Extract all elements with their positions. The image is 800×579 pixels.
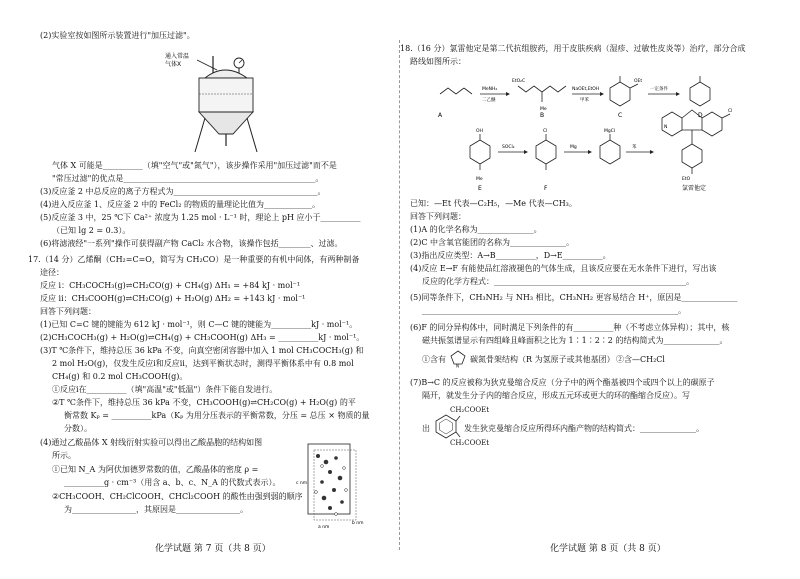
group-e-oh: OH xyxy=(476,129,483,134)
compound-a xyxy=(440,88,472,94)
q18-t6-line2: 磁共振氢谱显示有四组峰且峰面积之比为 1∶1∶2∶2 的结构简式为______________。 xyxy=(422,336,728,345)
answer-prompt-17: 回答下列问题： xyxy=(40,307,96,316)
answer-prompt-18: 回答下列问题： xyxy=(410,212,466,221)
known-info: 已知：—Et 代表—C₂H₅，—Me 代表—CH₃。 xyxy=(410,199,577,208)
q17-s3-b-line3: 分数）。 xyxy=(64,424,92,433)
q18-t5-line1: (5)同等条件下，CH₃NH₂ 与 NH₃ 相比，CH₃NH₂ 更容易结合 H⁺，原因是______________ xyxy=(410,293,738,302)
svg-text:N: N xyxy=(456,363,459,369)
q17-line2: 途径： xyxy=(40,268,64,277)
reaction-1: 反应 ⅰ：CH₃COCH₃(g)⇌CH₂CO(g) + CH₄(g) ΔH₁ = +84 kJ · mol⁻¹ xyxy=(40,281,301,290)
q18-t6-cond2: ②含—CH₂Cl xyxy=(616,355,665,364)
reagent-benzene: 苯 xyxy=(632,145,637,150)
group-product-cl: Cl xyxy=(728,109,733,114)
q18-t7-line2: 隔开，就发生分子内的缩合反应，形成五元环或更大的环的酯缩合反应）。写 xyxy=(422,391,690,400)
left-footer: 化学试题 第 7 页（共 8 页） xyxy=(155,544,271,554)
group-f-cl: Cl xyxy=(543,129,548,134)
q18-line1: 18.（16 分）氯雷他定是第二代抗组胺药，用于皮肤疾病（湿疹、过敏性皮炎等）治疗，部分合成 xyxy=(400,44,746,53)
group-eto2c: EtO₂C xyxy=(512,79,526,84)
q18-t4-line2: 反应的化学方程式：________________________________________________。 xyxy=(422,277,694,286)
compound-b xyxy=(518,86,566,102)
reagent-toluene: 甲苯 xyxy=(580,98,589,103)
pressure-filter-apparatus xyxy=(165,48,275,156)
compound-f xyxy=(536,134,556,170)
group-e-me: Me xyxy=(476,177,483,182)
q5-line2: （已知 lg 2 = 0.3）。 xyxy=(52,226,131,235)
reagent-ether: 二乙醚 xyxy=(482,98,496,103)
q6: (6)将滤液经"一系列"操作可获得副产物 CaCl₂ 水合物，该操作包括________、过滤。 xyxy=(40,239,343,248)
q17-s3-a: ①反应ⅰ在__________（填"高温"或"低温"）条件下能自发进行。 xyxy=(52,385,278,394)
q17-s3-b-line2: 衡常数 Kₚ = __________kPa（Kₚ 为用分压表示的平衡常数，分压 = 总压 × 物质的量 xyxy=(64,411,370,420)
q17-s2: (2)CH₃COCH₃(g) + H₂O(g)⇌CH₄(g) + CH₃COOH(g) ΔH₃ = __________kJ · mol⁻¹。 xyxy=(40,333,365,342)
compound-e xyxy=(470,134,490,170)
q17-s4-line2: 所示。 xyxy=(52,451,76,460)
group-product-eto: EtO xyxy=(682,177,691,182)
t7-out: 出 xyxy=(422,424,430,433)
reagent-condition: 一定条件 xyxy=(650,87,668,92)
q4: (4)进入反应釜 1、反应釜 2 中的 FeCl₂ 的物质的量理论比值为____________。 xyxy=(40,200,320,209)
reagent-menh2: MeNH₂ xyxy=(482,87,498,92)
q18-t7-line1: (7)B→C 的反应被称为狄克曼缩合反应（分子中的两个酯基被四个或四个以上的碳原子 xyxy=(410,378,715,387)
q17-s3-line3: CH₄(g) 和 0.2 mol CH₃COOH(g)。 xyxy=(52,372,188,381)
t7-top-group: CH₂COOEt xyxy=(450,406,490,414)
reaction-2: 反应 ⅱ：CH₃COOH(g)⇌CH₂CO(g) + H₂O(g) ΔH₂ = +143 kJ · mol⁻¹ xyxy=(40,294,306,303)
q2-line2: "常压过滤"的优点是________________________________________________。 xyxy=(52,174,324,183)
cell-edge-c: c nm xyxy=(296,481,308,486)
cell-edge-b: b nm xyxy=(352,521,364,526)
group-mgcl: MgCl xyxy=(604,129,616,134)
q17-s4-a-line1: ①已知 N_A 为阿伏加德罗常数的值，乙酸晶体的密度 ρ = xyxy=(52,465,259,474)
q17-s4-a-line2: __________g · cm⁻³（用含 a、b、c、N_A 的代数式表示）。 xyxy=(64,478,281,487)
q18-t6-cond1: ①含有 xyxy=(422,355,446,364)
q17-s4-b-line2: 为________________，其原因是________________。 xyxy=(64,505,248,514)
label-c: C xyxy=(618,112,623,119)
q18-t3: (3)指出反应类型：A→B__________，D→E__________。 xyxy=(410,251,611,260)
inlet-label-1: 通入常温 xyxy=(165,53,190,60)
reagent-naoet: NaOEt,EtOH xyxy=(572,87,600,92)
label-f: F xyxy=(544,185,548,192)
label-d: D xyxy=(698,112,703,119)
q17-s3-line2: 2 mol H₂O(g)，仅发生反应ⅰ和反应ⅱ，达到平衡状态时，测得平衡体系中有 0.8 mol xyxy=(52,359,354,368)
q18-t6-line1: (6)F 的同分异构体中，同时满足下列条件的有__________种（不考虑立体异构）；其中，核 xyxy=(410,323,730,332)
q5-line1: (5)反应釜 3 中，25 ℃下 Ca²⁺ 浓度为 1.25 mol · L⁻¹ 时，理论上 pH 应小于__________ xyxy=(40,213,361,222)
right-page xyxy=(400,0,800,579)
pyrrolidine-ring-icon xyxy=(448,348,468,368)
group-c-oet: OEt xyxy=(634,79,643,84)
q18-t5-line2: ________________________________________________________________。 xyxy=(422,306,686,315)
group-me: Me xyxy=(540,107,547,112)
benzene-diester-structure xyxy=(432,412,460,440)
q18-t1: (1)A 的化学名称为______________。 xyxy=(410,225,542,234)
label-e: E xyxy=(478,185,482,192)
compound-loratadine xyxy=(662,109,733,174)
q3: (3)反应釜 2 中总反应的离子方程式为____________________________________。 xyxy=(40,187,326,196)
inlet-label-2: 气体X xyxy=(165,61,182,68)
q17-s3-b-line1: ②T ℃条件下，维持总压 36 kPa 不变，CH₃COOH(g)⇌CH₂CO(g) + H₂O(g) 的平 xyxy=(52,398,356,407)
q2-line1: 气体 X 可能是__________（填"空气"或"氮气"），该步操作采用"加压过滤"而不是 xyxy=(52,161,337,170)
q17-s1: (1)已知 C=C 键的键能为 612 kJ · mol⁻¹，则 C—C 键的键能为__________kJ · mol⁻¹。 xyxy=(40,320,358,329)
compound-d xyxy=(690,76,710,106)
reagent-mg: Mg xyxy=(570,145,577,150)
q18-line2: 路线如图所示： xyxy=(410,57,466,66)
t7-mid: 发生狄克曼缩合反应所得环内酯产物的结构简式：______________。 xyxy=(464,424,704,433)
synthesis-scheme xyxy=(420,72,750,194)
label-b: B xyxy=(540,112,545,119)
q17-s4-line1: (4)通过乙酸晶体 X 射线衍射实验可以得出乙酸晶胞的结构如图 xyxy=(40,438,263,447)
label-a: A xyxy=(438,112,443,119)
t7-bottom-group: CH₂COOEt xyxy=(450,439,490,447)
cell-edge-a: a nm xyxy=(318,525,330,530)
q18-t4-line1: (4)反应 E→F 有能使品红溶液褪色的气体生成，且该反应要在无水条件下进行，写出该 xyxy=(410,264,717,273)
group-ring-n: N xyxy=(664,125,668,130)
q17-s3-line1: (3)T ℃条件下，维持总压 36 kPa 不变，向真空密闭容器中加入 1 mol CH₃COCH₃(g) 和 xyxy=(40,346,364,355)
q18-t6-cond1-desc: 碳氮骨架结构（R 为氢原子或其他基团） xyxy=(470,355,615,364)
compound-grignard xyxy=(600,134,620,164)
label-product: 氯雷他定 xyxy=(682,185,707,192)
q18-t2: (2)C 中含氧官能团的名称为______________。 xyxy=(410,238,574,247)
reagent-socl2: SOCl₂ xyxy=(502,145,515,150)
q17-s4-b-line1: ②CH₃COOH、CH₂ClCOOH、CHCl₂COOH 的酸性由强到弱的顺序 xyxy=(52,492,303,501)
q17-line1: 17.（14 分）乙烯酮（CH₂=C=O，简写为 CH₂CO）是一种重要的有机中间体，有两种制备 xyxy=(28,255,360,264)
acetic-acid-unit-cell xyxy=(296,440,364,530)
q2-intro: (2)实验室按如图所示装置进行"加压过滤"。 xyxy=(40,31,195,40)
right-footer: 化学试题 第 8 页（共 8 页） xyxy=(550,544,666,554)
